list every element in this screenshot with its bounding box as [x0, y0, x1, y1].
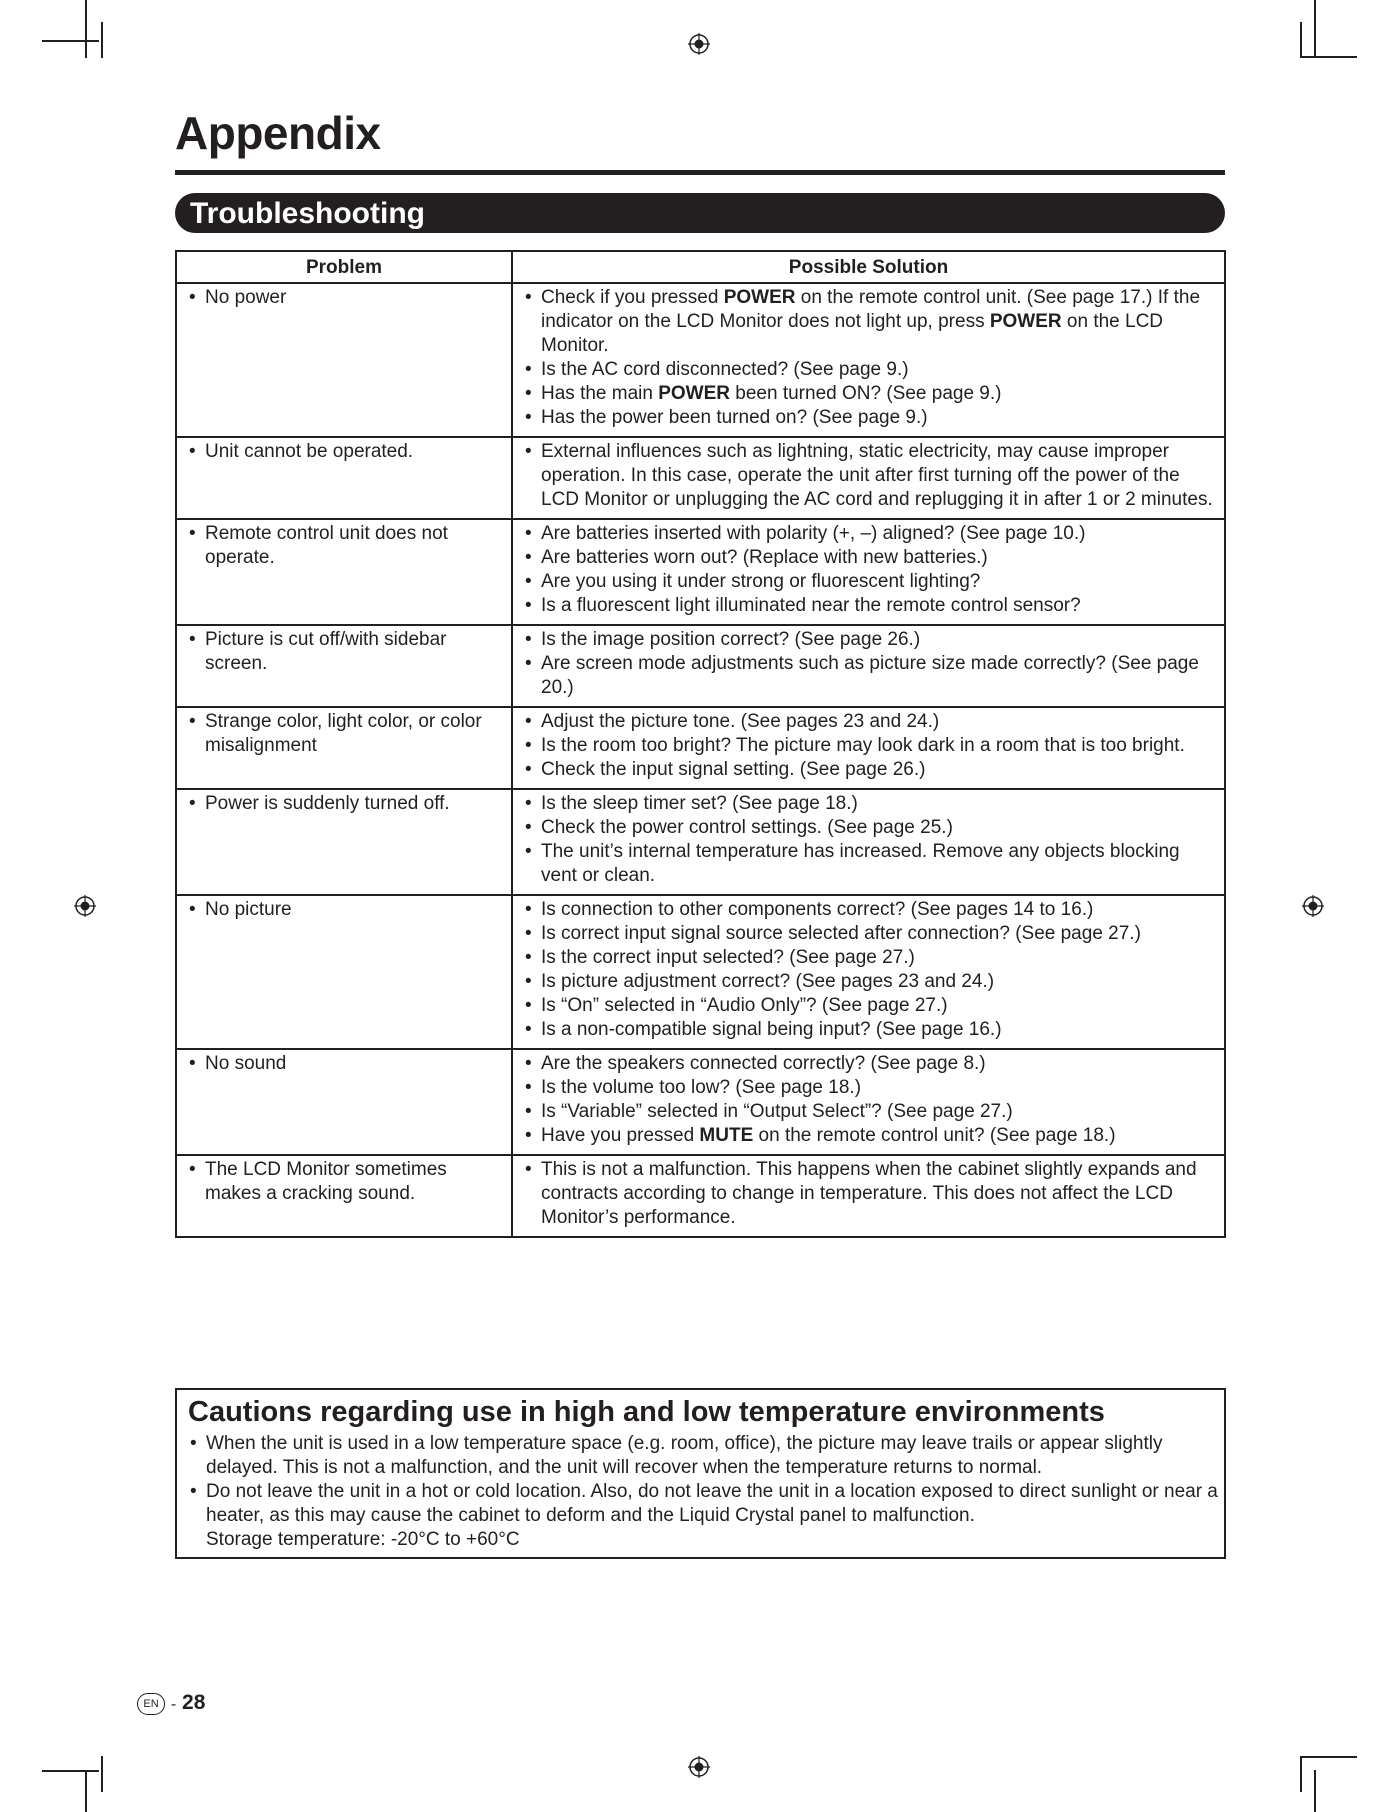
- solution-list: [523, 440, 1214, 512]
- solution-cell: [512, 1155, 1225, 1237]
- solution-cell: [512, 519, 1225, 625]
- caution-text: Do not leave the unit in a hot or cold location. Also, do not leave the unit in a location exposed to direct sunlight or near a heater, as this may cause the cabinet to deform and the Liquid Crystal panel to malfunction.: [206, 1481, 1218, 1526]
- solution-item: [523, 652, 1214, 700]
- problem-cell: [176, 1049, 512, 1155]
- crop-mark: [101, 1756, 103, 1792]
- problem-list: [187, 710, 501, 758]
- solution-text: Check if you pressed: [541, 287, 724, 308]
- solution-text: Is “On” selected in “Audio Only”? (See page 27.): [541, 995, 948, 1016]
- solution-item: [523, 570, 1214, 594]
- solution-item: [523, 970, 1214, 994]
- table-row: [176, 283, 1225, 437]
- solution-text: Is connection to other components correct? (See pages 14 to 16.): [541, 899, 1094, 920]
- solution-list: [523, 898, 1214, 1042]
- solution-item: [523, 922, 1214, 946]
- problem-cell: [176, 283, 512, 437]
- solution-item: [523, 1100, 1214, 1124]
- solution-cell: [512, 283, 1225, 437]
- solution-text: on the remote control unit? (See page 18.): [753, 1125, 1116, 1146]
- solution-item: [523, 1158, 1214, 1230]
- solution-list: [523, 1158, 1214, 1230]
- problem-list: [187, 628, 501, 676]
- button-name-text: POWER: [723, 287, 796, 308]
- solution-text: been turned ON? (See page 9.): [730, 383, 1002, 404]
- crop-mark: [1314, 0, 1316, 58]
- solution-cell: [512, 437, 1225, 519]
- solution-item: [523, 1124, 1214, 1148]
- crop-mark: [1300, 56, 1357, 58]
- registration-mark-icon: [688, 1756, 710, 1778]
- solution-item: [523, 1018, 1214, 1042]
- solution-text: Has the power been turned on? (See page 9.): [541, 407, 928, 428]
- section-title: Troubleshooting: [190, 197, 425, 230]
- registration-mark-icon: [74, 895, 96, 917]
- problem-cell: [176, 1155, 512, 1237]
- column-header-problem: Problem: [176, 251, 512, 283]
- section-header: [175, 193, 1225, 233]
- solution-item: [523, 440, 1214, 512]
- troubleshooting-table: [175, 250, 1226, 1238]
- solution-text: Is the correct input selected? (See page 27.): [541, 947, 915, 968]
- language-badge: EN: [137, 1693, 165, 1715]
- problem-cell: [176, 437, 512, 519]
- solution-cell: [512, 895, 1225, 1049]
- solution-item: [523, 522, 1214, 546]
- solution-cell: [512, 707, 1225, 789]
- solution-item: [523, 358, 1214, 382]
- problem-text: • Strange color, light color, or color misalignment: [187, 710, 501, 758]
- solution-text: Check the input signal setting. (See page 26.): [541, 759, 926, 780]
- problem-list: [187, 898, 501, 922]
- crop-mark: [1300, 22, 1302, 58]
- table-row: [176, 1155, 1225, 1237]
- solution-item: [523, 1076, 1214, 1100]
- registration-mark-icon: [1302, 895, 1324, 917]
- crop-mark: [42, 40, 99, 42]
- problem-cell: [176, 519, 512, 625]
- table-row: [176, 707, 1225, 789]
- cautions-box: [175, 1388, 1226, 1559]
- problem-cell: [176, 707, 512, 789]
- solution-text: Is a fluorescent light illuminated near the remote control sensor?: [541, 595, 1081, 616]
- solution-text: This is not a malfunction. This happens when the cabinet slightly expands and contracts according to change in temperature. This does not affect the LCD Monitor’s performance.: [541, 1159, 1197, 1228]
- registration-mark-icon: [688, 33, 710, 55]
- problem-text: • Power is suddenly turned off.: [187, 792, 501, 816]
- table-body: [176, 283, 1225, 1237]
- solution-list: [523, 1052, 1214, 1148]
- table-row: [176, 789, 1225, 895]
- table-row: [176, 519, 1225, 625]
- problem-list: [187, 1158, 501, 1206]
- solution-item: [523, 946, 1214, 970]
- solution-item: [523, 546, 1214, 570]
- solution-list: [523, 710, 1214, 782]
- table-header-row: [176, 251, 1225, 283]
- solution-cell: [512, 1049, 1225, 1155]
- solution-text: Is correct input signal source selected after connection? (See page 27.): [541, 923, 1141, 944]
- solution-text: on the remote control unit. (See page 17.) If the indicator on the LCD Monitor does not light up, press: [541, 287, 1201, 332]
- solution-item: [523, 382, 1214, 406]
- crop-mark: [42, 1770, 99, 1772]
- cautions-heading: Cautions regarding use in high and low temperature environments: [188, 1396, 1105, 1428]
- solution-text: Adjust the picture tone. (See pages 23 and 24.): [541, 711, 940, 732]
- solution-text: Is the image position correct? (See page 26.): [541, 629, 921, 650]
- solution-text: Are the speakers connected correctly? (See page 8.): [541, 1053, 986, 1074]
- problem-text: • No power: [187, 286, 501, 310]
- problem-list: [187, 286, 501, 310]
- solution-text: Is the AC cord disconnected? (See page 9.): [541, 359, 909, 380]
- solution-text: Is “Variable” selected in “Output Select”? (See page 27.): [541, 1101, 1013, 1122]
- solution-text: Are batteries inserted with polarity (+, –) aligned? (See page 10.): [541, 523, 1086, 544]
- problem-list: [187, 792, 501, 816]
- crop-mark: [85, 0, 87, 58]
- problem-list: [187, 440, 501, 464]
- solution-list: [523, 792, 1214, 888]
- problem-text: • Picture is cut off/with sidebar screen.: [187, 628, 501, 676]
- button-name-text: POWER: [989, 311, 1062, 332]
- solution-item: [523, 1052, 1214, 1076]
- column-header-solution: Possible Solution: [512, 251, 1225, 283]
- page-number: 28: [182, 1691, 206, 1714]
- solution-item: [523, 816, 1214, 840]
- solution-text: Check the power control settings. (See page 25.): [541, 817, 953, 838]
- table-row: [176, 1049, 1225, 1155]
- footer-separator: -: [170, 1696, 177, 1713]
- problem-cell: [176, 789, 512, 895]
- problem-text: • No picture: [187, 898, 501, 922]
- solution-text: on the LCD Monitor.: [541, 311, 1164, 356]
- solution-text: Is the sleep timer set? (See page 18.): [541, 793, 858, 814]
- solution-text: The unit’s internal temperature has increased. Remove any objects blocking vent or clean.: [541, 841, 1180, 886]
- solution-cell: [512, 625, 1225, 707]
- problem-text: • Unit cannot be operated.: [187, 440, 501, 464]
- table-row: [176, 895, 1225, 1049]
- crop-mark: [1300, 1756, 1357, 1758]
- problem-list: [187, 1052, 501, 1076]
- crop-mark: [1314, 1770, 1316, 1812]
- solution-item: [523, 792, 1214, 816]
- solution-text: Is the volume too low? (See page 18.): [541, 1077, 862, 1098]
- crop-mark: [101, 22, 103, 58]
- solution-text: Has the main: [541, 383, 659, 404]
- crop-mark: [1300, 1756, 1302, 1792]
- solution-text: External influences such as lightning, static electricity, may cause improper operation. In this case, operate the unit after first turning off the power of the LCD Monitor or unplugging the AC cord and replugging it in after 1 or 2 minutes.: [541, 441, 1213, 510]
- solution-list: [523, 628, 1214, 700]
- crop-mark: [85, 1770, 87, 1812]
- solution-text: Is the room too bright? The picture may look dark in a room that is too bright.: [541, 735, 1185, 756]
- title-rule: [175, 170, 1225, 175]
- problem-cell: [176, 625, 512, 707]
- solution-text: Is a non-compatible signal being input? (See page 16.): [541, 1019, 1002, 1040]
- table-row: [176, 625, 1225, 707]
- button-name-text: MUTE: [699, 1125, 754, 1146]
- solution-list: [523, 286, 1214, 430]
- solution-item: [523, 286, 1214, 358]
- solution-item: [523, 594, 1214, 618]
- problem-text: • The LCD Monitor sometimes makes a cracking sound.: [187, 1158, 501, 1206]
- button-name-text: POWER: [658, 383, 731, 404]
- solution-item: [523, 994, 1214, 1018]
- solution-text: Are you using it under strong or fluorescent lighting?: [541, 571, 981, 592]
- problem-list: [187, 522, 501, 570]
- page-footer: [137, 1691, 205, 1717]
- cautions-list: [188, 1432, 1218, 1552]
- solution-list: [523, 522, 1214, 618]
- solution-text: Have you pressed: [541, 1125, 700, 1146]
- problem-cell: [176, 895, 512, 1049]
- solution-text: Is picture adjustment correct? (See pages 23 and 24.): [541, 971, 995, 992]
- solution-item: [523, 406, 1214, 430]
- solution-text: Are batteries worn out? (Replace with new batteries.): [541, 547, 988, 568]
- solution-text: Are screen mode adjustments such as picture size made correctly? (See page 20.): [541, 653, 1199, 698]
- solution-item: [523, 840, 1214, 888]
- problem-text: • Remote control unit does not operate.: [187, 522, 501, 570]
- caution-item: • When the unit is used in a low temperature space (e.g. room, office), the picture may leave trails or appear slightly delayed. This is not a malfunction, and the unit will recover when the temperature returns to normal.: [188, 1432, 1218, 1480]
- solution-item: [523, 758, 1214, 782]
- problem-text: • No sound: [187, 1052, 501, 1076]
- solution-item: [523, 734, 1214, 758]
- page-title: Appendix: [175, 107, 381, 159]
- solution-item: [523, 898, 1214, 922]
- storage-temperature: Storage temperature: -20°C to +60°C: [206, 1529, 520, 1550]
- solution-item: [523, 710, 1214, 734]
- solution-item: [523, 628, 1214, 652]
- table-row: [176, 437, 1225, 519]
- caution-item: [188, 1480, 1218, 1552]
- solution-cell: [512, 789, 1225, 895]
